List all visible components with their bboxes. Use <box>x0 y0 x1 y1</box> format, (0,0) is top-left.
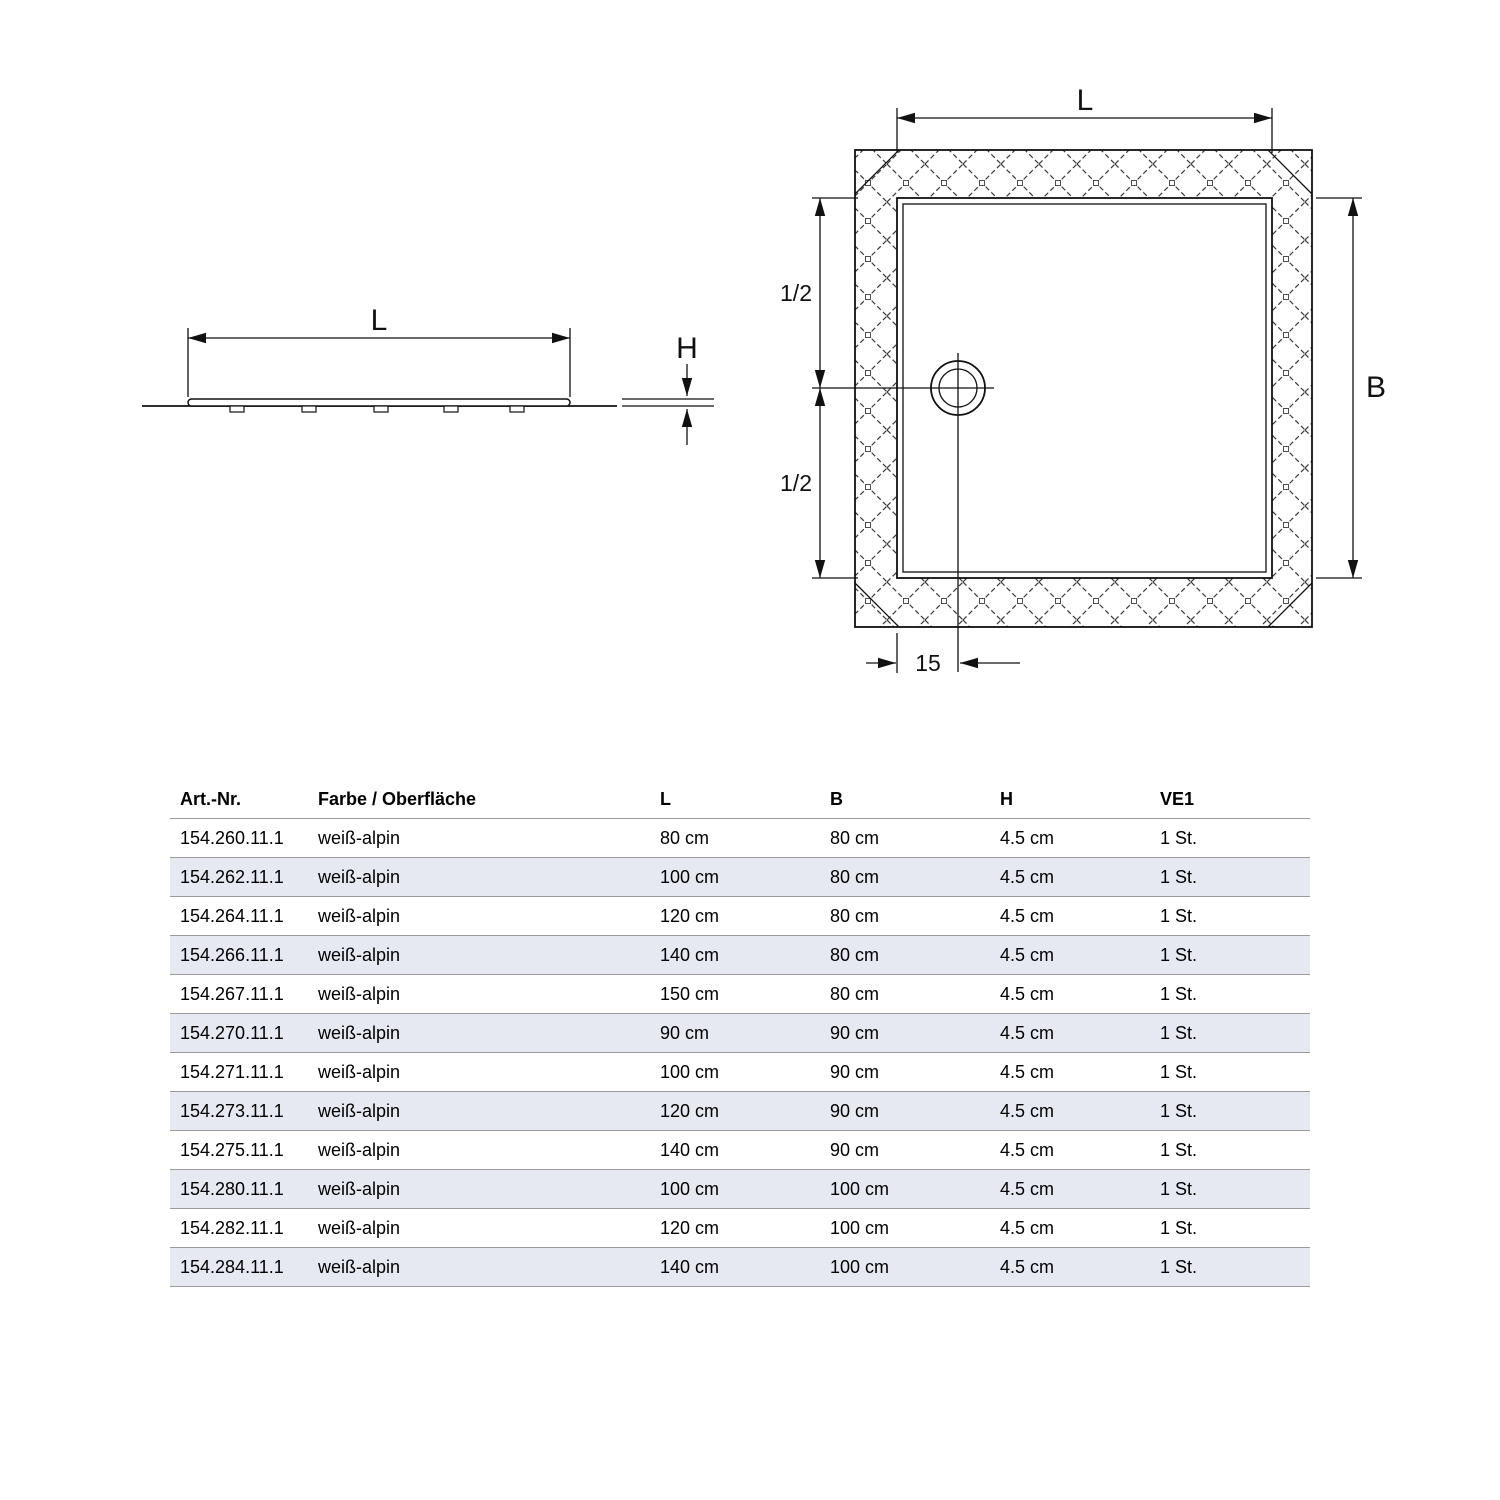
side-height-label: H <box>676 332 698 365</box>
table-cell: 154.282.11.1 <box>170 1209 308 1248</box>
table-row <box>170 1131 1310 1170</box>
product-spec-table <box>170 780 1310 1287</box>
top-length-label: L <box>1076 85 1094 117</box>
table-cell: 80 cm <box>650 819 820 858</box>
drain-half-bottom-label: 1/2 <box>780 470 812 496</box>
table-header-cell: Farbe / Oberfläche <box>308 780 650 819</box>
table-row <box>170 1209 1310 1248</box>
tray-foot <box>230 406 244 412</box>
table-cell: 80 cm <box>820 897 990 936</box>
table-cell: weiß-alpin <box>308 1131 650 1170</box>
table-cell: 100 cm <box>650 1053 820 1092</box>
table-cell: 1 St. <box>1150 1092 1310 1131</box>
table-cell: 100 cm <box>650 858 820 897</box>
table-row <box>170 1170 1310 1209</box>
table-row <box>170 1053 1310 1092</box>
table-cell: weiß-alpin <box>308 975 650 1014</box>
table-cell: 150 cm <box>650 975 820 1014</box>
table-cell: 4.5 cm <box>990 897 1150 936</box>
table-cell: 4.5 cm <box>990 1131 1150 1170</box>
table-row <box>170 858 1310 897</box>
table-header-cell: B <box>820 780 990 819</box>
tray-foot <box>302 406 316 412</box>
table-cell: 154.267.11.1 <box>170 975 308 1014</box>
table-cell: 120 cm <box>650 897 820 936</box>
table-cell: 140 cm <box>650 1248 820 1287</box>
tray-foot <box>374 406 388 412</box>
table-row <box>170 975 1310 1014</box>
table-cell: 100 cm <box>820 1209 990 1248</box>
table-cell: 154.273.11.1 <box>170 1092 308 1131</box>
table-row <box>170 819 1310 858</box>
table-cell: 1 St. <box>1150 1053 1310 1092</box>
table-cell: 154.275.11.1 <box>170 1131 308 1170</box>
table-cell: 90 cm <box>820 1014 990 1053</box>
tray-foot <box>444 406 458 412</box>
drain-half-top-label: 1/2 <box>780 280 812 306</box>
drain-offset-label: 15 <box>915 650 941 676</box>
table-cell: 140 cm <box>650 936 820 975</box>
table-row <box>170 1092 1310 1131</box>
table-cell: 80 cm <box>820 975 990 1014</box>
table-header-cell: VE1 <box>1150 780 1310 819</box>
tray-profile <box>188 399 570 406</box>
table-cell: 154.271.11.1 <box>170 1053 308 1092</box>
table-cell: 1 St. <box>1150 1014 1310 1053</box>
table-cell: 154.260.11.1 <box>170 819 308 858</box>
table-cell: 4.5 cm <box>990 819 1150 858</box>
table-cell: 80 cm <box>820 858 990 897</box>
table-cell: weiß-alpin <box>308 936 650 975</box>
table-cell: 4.5 cm <box>990 1053 1150 1092</box>
table-row <box>170 936 1310 975</box>
table-cell: weiß-alpin <box>308 1053 650 1092</box>
table-cell: 1 St. <box>1150 936 1310 975</box>
table-cell: 120 cm <box>650 1209 820 1248</box>
table-cell: 100 cm <box>820 1170 990 1209</box>
table-cell: 154.270.11.1 <box>170 1014 308 1053</box>
table-cell: 1 St. <box>1150 1131 1310 1170</box>
table-cell: 154.266.11.1 <box>170 936 308 975</box>
table-cell: 140 cm <box>650 1131 820 1170</box>
table-row <box>170 1014 1310 1053</box>
table-cell: 100 cm <box>820 1248 990 1287</box>
table-header-cell: Art.-Nr. <box>170 780 308 819</box>
table-header-cell: L <box>650 780 820 819</box>
table-cell: 1 St. <box>1150 1170 1310 1209</box>
table-cell: weiß-alpin <box>308 819 650 858</box>
table-cell: 4.5 cm <box>990 1014 1150 1053</box>
top-view-diagram <box>770 85 1400 685</box>
table-row <box>170 1248 1310 1287</box>
table-cell: 1 St. <box>1150 858 1310 897</box>
table-cell: weiß-alpin <box>308 1014 650 1053</box>
table-cell: weiß-alpin <box>308 1209 650 1248</box>
table-cell: 120 cm <box>650 1092 820 1131</box>
table-cell: 4.5 cm <box>990 1248 1150 1287</box>
table-cell: 4.5 cm <box>990 1170 1150 1209</box>
table-cell: 4.5 cm <box>990 1092 1150 1131</box>
table-cell: 4.5 cm <box>990 936 1150 975</box>
table-cell: 154.284.11.1 <box>170 1248 308 1287</box>
table-cell: 90 cm <box>650 1014 820 1053</box>
table-cell: 154.280.11.1 <box>170 1170 308 1209</box>
table-cell: 80 cm <box>820 936 990 975</box>
table-cell: 80 cm <box>820 819 990 858</box>
tray-foot <box>510 406 524 412</box>
table-cell: 4.5 cm <box>990 1209 1150 1248</box>
top-width-label: B <box>1366 371 1387 404</box>
table-cell: 1 St. <box>1150 975 1310 1014</box>
side-view-diagram <box>130 300 730 480</box>
table-cell: 1 St. <box>1150 819 1310 858</box>
table-header-row <box>170 780 1310 819</box>
table-cell: 4.5 cm <box>990 858 1150 897</box>
table-row <box>170 897 1310 936</box>
table-cell: 100 cm <box>650 1170 820 1209</box>
table-header-cell: H <box>990 780 1150 819</box>
side-length-label: L <box>370 304 388 337</box>
table-cell: weiß-alpin <box>308 1170 650 1209</box>
table-cell: weiß-alpin <box>308 1092 650 1131</box>
table-cell: weiß-alpin <box>308 1248 650 1287</box>
table-cell: 154.264.11.1 <box>170 897 308 936</box>
table-body <box>170 819 1310 1287</box>
table-cell: 90 cm <box>820 1092 990 1131</box>
table-cell: weiß-alpin <box>308 897 650 936</box>
table-cell: 1 St. <box>1150 1248 1310 1287</box>
table-cell: 1 St. <box>1150 1209 1310 1248</box>
table-cell: weiß-alpin <box>308 858 650 897</box>
table-cell: 154.262.11.1 <box>170 858 308 897</box>
table-cell: 1 St. <box>1150 897 1310 936</box>
table-cell: 90 cm <box>820 1131 990 1170</box>
table-cell: 90 cm <box>820 1053 990 1092</box>
table-cell: 4.5 cm <box>990 975 1150 1014</box>
